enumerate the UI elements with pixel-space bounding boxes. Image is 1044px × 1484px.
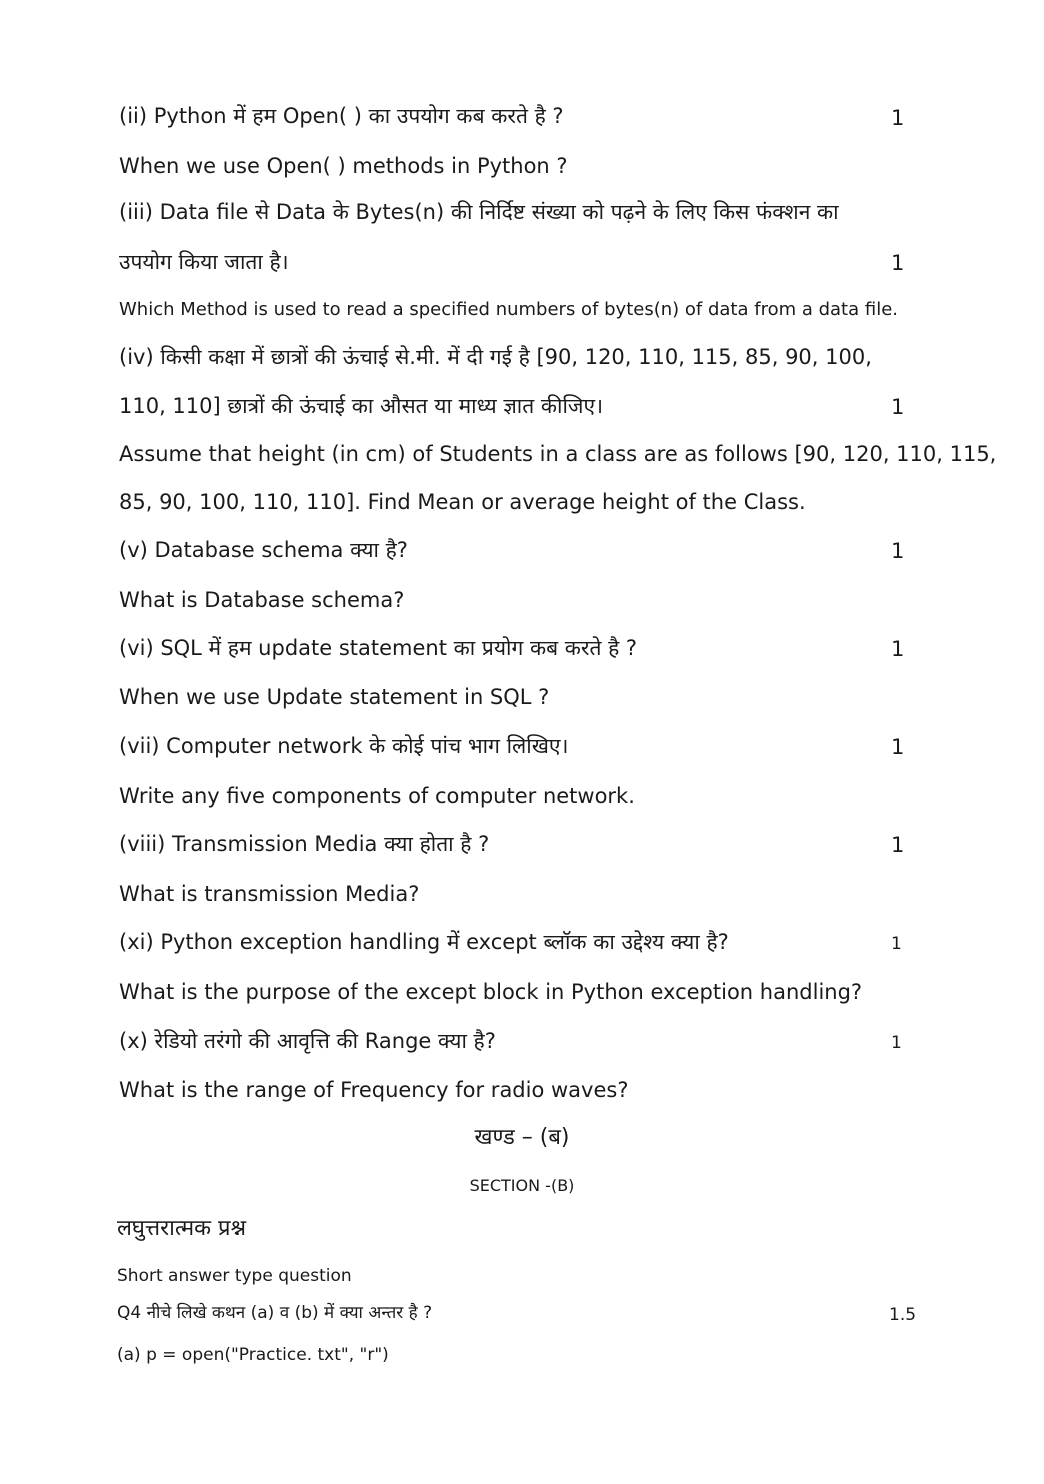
- question-3-hindi-line2: उपयोग किया जाता है।: [119, 250, 289, 274]
- question-10-marks: 1: [891, 1033, 902, 1053]
- section-type-english: Short answer type question: [117, 1266, 352, 1286]
- question-4-english-line1: Assume that height (in cm) of Students in a class are as follows [90, 120, 110, 115,: [119, 442, 997, 466]
- question-four-marks: 1.5: [889, 1305, 917, 1325]
- question-6-hindi: (vi) SQL में हम update statement का प्रयोग कब करते है ?: [119, 636, 638, 660]
- question-8-hindi: (viii) Transmission Media क्या होता है ?: [119, 832, 490, 856]
- question-four-text: Q4 नीचे लिखे कथन (a) व (b) में क्या अन्तर है ?: [117, 1303, 433, 1323]
- question-8-english: What is transmission Media?: [119, 882, 420, 906]
- question-4-hindi-line1: (iv) किसी कक्षा में छात्रों की ऊंचाई से.मी. में दी गई है [90, 120, 110, 115, 85, 90, 100,: [119, 345, 872, 369]
- question-9-english: What is the purpose of the except block in Python exception handling?: [119, 980, 863, 1004]
- question-7-hindi: (vii) Computer network के कोई पांच भाग लिखिए।: [119, 734, 569, 758]
- question-2-marks: 1: [891, 106, 905, 130]
- question-7-english: Write any five components of computer network.: [119, 784, 635, 808]
- section-type-hindi: लघुत्तरात्मक प्रश्न: [117, 1216, 247, 1241]
- section-title-hindi: खण्ड – (ब): [474, 1125, 570, 1150]
- question-10-english: What is the range of Frequency for radio waves?: [119, 1078, 629, 1102]
- question-8-marks: 1: [891, 833, 905, 857]
- question-four-part-a: (a) p = open("Practice. txt", "r"): [117, 1345, 389, 1365]
- section-title-english: SECTION -(B): [469, 1176, 575, 1195]
- question-5-marks: 1: [891, 539, 905, 563]
- question-9-hindi: (xi) Python exception handling में except ब्लॉक का उद्देश्य क्या है?: [119, 930, 729, 954]
- question-6-marks: 1: [891, 637, 905, 661]
- question-3-english: Which Method is used to read a specified numbers of bytes(n) of data from a data file.: [119, 299, 898, 320]
- question-4-marks: 1: [891, 395, 905, 419]
- question-3-marks: 1: [891, 251, 905, 275]
- question-4-hindi-line2: 110, 110] छात्रों की ऊंचाई का औसत या माध्य ज्ञात कीजिए।: [119, 394, 604, 418]
- question-5-english: What is Database schema?: [119, 588, 405, 612]
- question-2-hindi: (ii) Python में हम Open( ) का उपयोग कब करते है ?: [119, 104, 564, 128]
- question-5-hindi: (v) Database schema क्या है?: [119, 538, 408, 562]
- question-4-english-line2: 85, 90, 100, 110, 110]. Find Mean or average height of the Class.: [119, 490, 806, 514]
- question-9-marks: 1: [891, 934, 902, 954]
- question-7-marks: 1: [891, 735, 905, 759]
- question-3-hindi-line1: (iii) Data file से Data के Bytes(n) की निर्दिष्ट संख्या को पढ़ने के लिए किस फंक्शन का: [119, 200, 839, 224]
- question-10-hindi: (x) रेडियो तरंगो की आवृत्ति की Range क्या है?: [119, 1029, 496, 1053]
- question-6-english: When we use Update statement in SQL ?: [119, 685, 550, 709]
- question-2-english: When we use Open( ) methods in Python ?: [119, 154, 568, 178]
